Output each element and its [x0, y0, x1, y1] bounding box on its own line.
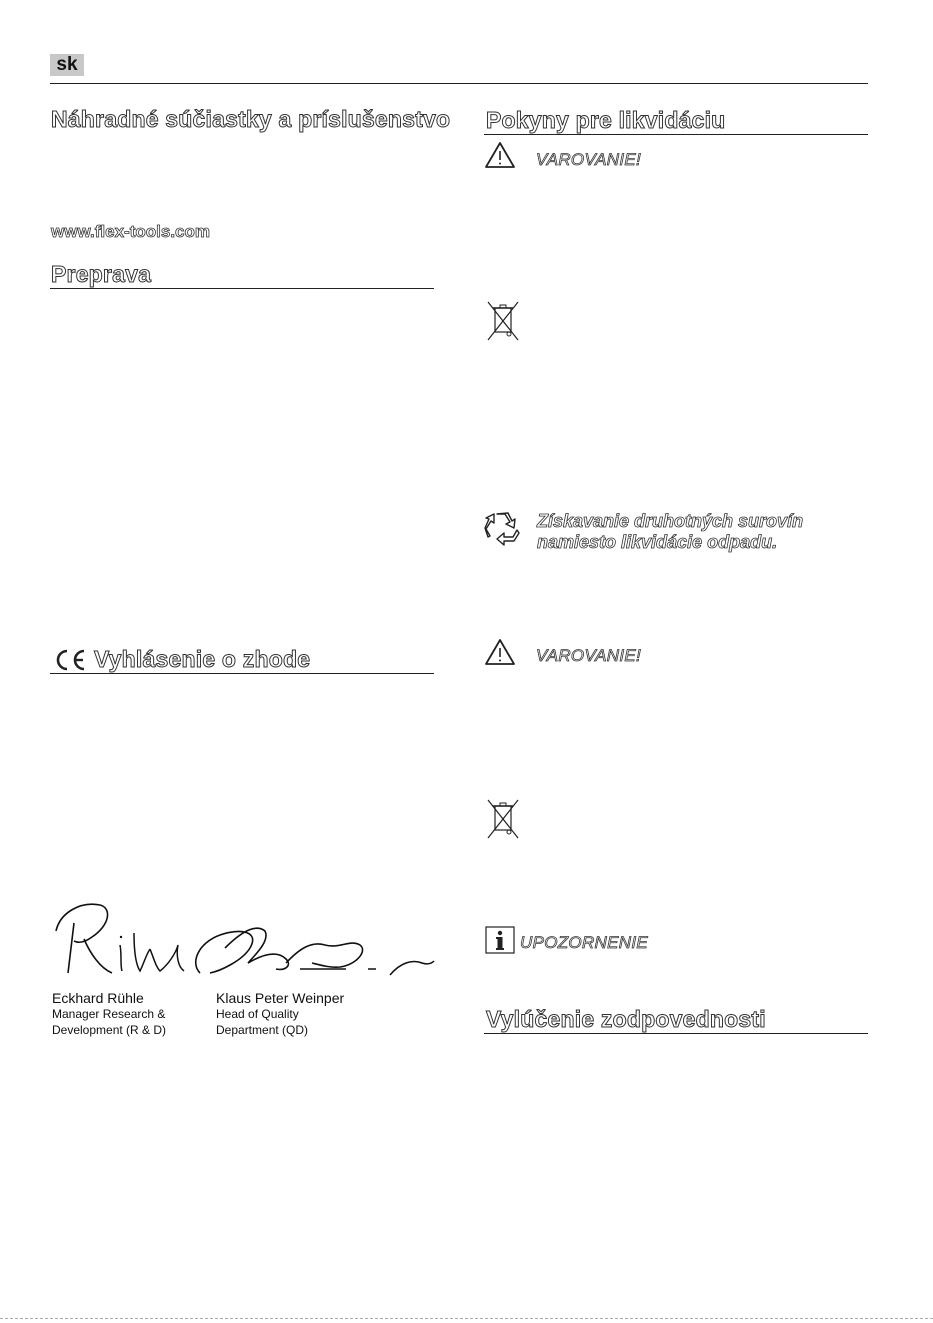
crossed-bin-icon	[486, 300, 520, 342]
disposal-heading: Pokyny pre likvidáciu	[486, 107, 726, 133]
website-link[interactable]: www.flex-tools.com	[51, 222, 211, 241]
liability-heading: Vylúčenie zodpovednosti	[486, 1006, 766, 1032]
notice-label: UPOZORNENIE	[520, 933, 648, 952]
warning-label-1: VAROVANIE!	[536, 150, 642, 169]
spare-parts-heading: Náhradné súčiastky a príslušenstvo	[51, 106, 451, 132]
disposal-heading-rule	[484, 134, 868, 135]
signatory-1-name: Eckhard Rühle	[52, 990, 144, 1006]
signatory-1-role	[52, 1006, 166, 1038]
conformity-heading: Vyhlásenie o zhode	[94, 646, 311, 672]
warning-label-2: VAROVANIE!	[536, 646, 642, 665]
ce-mark-icon	[52, 648, 88, 672]
recycle-note-line2: namiesto likvidácie odpadu.	[537, 532, 778, 552]
signatory-1-role-line2: Development (R & D)	[52, 1023, 167, 1037]
transport-heading-rule	[50, 288, 434, 289]
signatory-2-role-line2: Department (QD)	[216, 1023, 309, 1037]
signatures-image	[50, 893, 435, 985]
warning-triangle-icon	[484, 638, 516, 666]
warning-triangle-icon	[484, 141, 516, 169]
info-icon	[485, 926, 515, 954]
header-rule	[50, 83, 868, 84]
language-tag: sk	[50, 54, 84, 76]
transport-heading: Preprava	[51, 261, 152, 287]
conformity-heading-rule	[50, 673, 434, 674]
recycle-note-line1: Získavanie druhotných surovín	[537, 511, 804, 531]
page-bottom-rule	[0, 1318, 933, 1319]
recycle-note	[537, 511, 803, 553]
crossed-bin-icon	[486, 798, 520, 840]
signatory-2-role	[216, 1006, 308, 1038]
signatory-2-role-line1: Head of Quality	[216, 1007, 299, 1021]
recycle-icon	[484, 510, 522, 548]
signatory-2-name: Klaus Peter Weinper	[216, 990, 345, 1006]
signatory-1-role-line1: Manager Research &	[52, 1007, 166, 1021]
liability-heading-rule	[484, 1033, 868, 1034]
